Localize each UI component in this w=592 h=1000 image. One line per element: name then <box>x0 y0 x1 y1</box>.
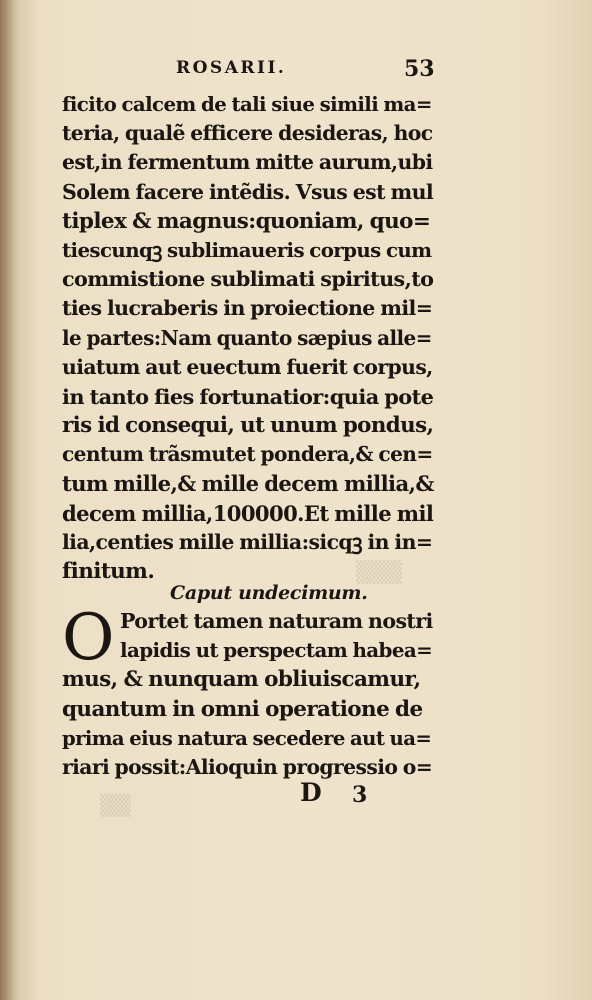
text-line: quantum in omni operatione de <box>62 696 423 722</box>
binding-shadow <box>0 0 18 1000</box>
text-line: ris id consequi, ut unum pondus, <box>62 413 434 439</box>
text-line: mus, & nunquam obliuiscamur, <box>62 667 421 693</box>
text-line: commistione sublimati spiritus,to <box>62 267 434 292</box>
chapter-heading: Caput undecimum. <box>170 582 368 604</box>
body-text <box>62 90 434 586</box>
text-line: teria, qualẽ efficere desideras, hoc <box>62 121 433 146</box>
running-title: ROSARII. <box>176 58 287 78</box>
chapter-text <box>62 601 434 782</box>
text-line: riari possit:Alioquin progressio o= <box>62 754 433 779</box>
text-line: ficito calcem de tali siue simili ma= <box>62 92 432 116</box>
page-number: 53 <box>404 56 435 82</box>
text-line: tum mille,& mille decem millia,& <box>62 471 434 497</box>
text-line: Portet tamen naturam nostri <box>120 609 433 633</box>
text-line: est,in fermentum mitte aurum,ubi <box>62 150 433 175</box>
text-line: in tanto fies fortunatior:quia pote <box>62 383 434 409</box>
show-through-text: ▒▒▒ <box>356 560 403 584</box>
drop-cap-initial: O <box>62 601 115 675</box>
text-line: uiatum aut euectum fuerit corpus, <box>62 354 433 379</box>
text-line: tiplex & magnus:quoniam, quo= <box>62 208 431 234</box>
text-line: finitum. <box>62 559 155 584</box>
text-line: Solem facere intẽdis. Vsus est mul <box>62 179 434 204</box>
signature-mark-letter: D <box>300 778 322 807</box>
text-line: lia,centies mille millia:sicqꝫ in in= <box>62 529 433 554</box>
text-line: prima eius natura secedere aut ua= <box>62 726 432 750</box>
text-line: ties lucraberis in proiectione mil= <box>62 296 433 321</box>
signature-mark-number: 3 <box>352 782 368 808</box>
text-line: centum trãsmutet pondera,& cen= <box>62 442 433 467</box>
text-line: tiescunqꝫ sublimaueris corpus cum <box>62 237 432 262</box>
show-through-text: ▒▒ <box>100 793 131 817</box>
text-line: decem millia,100000.Et mille mil <box>62 500 434 526</box>
text-line: le partes:Nam quanto sæpius alle= <box>62 325 432 350</box>
text-line: lapidis ut perspectam habea= <box>120 638 433 663</box>
